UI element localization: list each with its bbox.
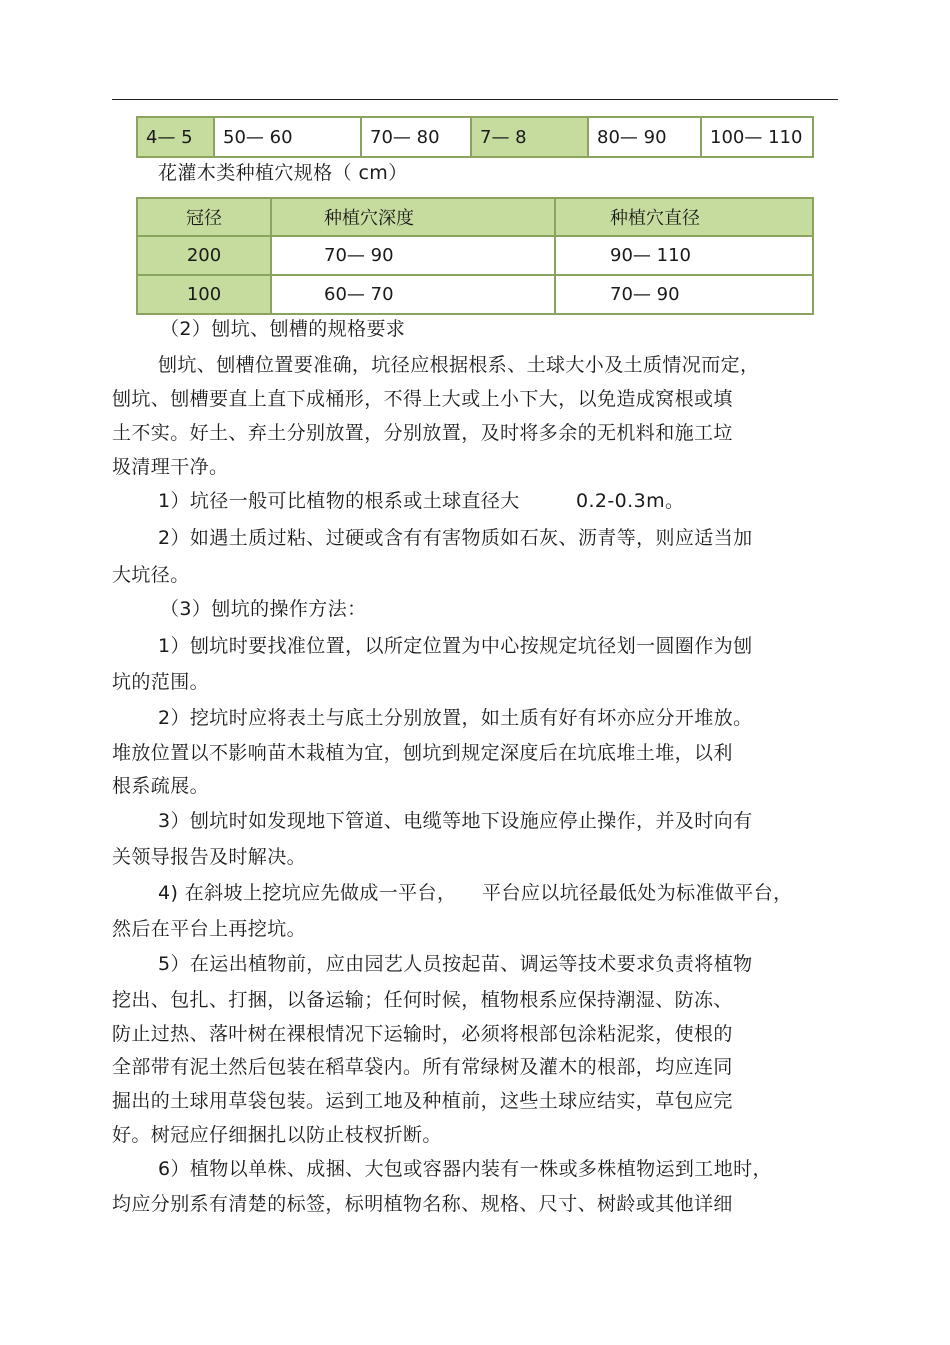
table-caption: 花灌木类种植穴规格（ cm） <box>158 162 408 184</box>
list-item: 2）挖坑时应将表土与底土分别放置，如土质有好有坏亦应分开堆放。 <box>158 707 753 729</box>
table-cell: 100— 110 <box>701 117 813 157</box>
column-header: 冠径 <box>137 198 271 236</box>
table-cell: 90— 110 <box>555 236 813 275</box>
section-heading: （2）刨坑、刨槽的规格要求 <box>160 318 406 340</box>
list-item-continuation: 好。树冠应仔细捆扎以防止枝杈折断。 <box>112 1124 442 1146</box>
table-header-row <box>137 198 813 236</box>
table-cell: 200 <box>137 236 271 275</box>
table-cell: 100 <box>137 275 271 314</box>
column-header: 种植穴深度 <box>271 198 555 236</box>
column-header: 种植穴直径 <box>555 198 813 236</box>
list-item: 1）坑径一般可比植物的根系或土球直径大 <box>158 490 520 512</box>
paragraph-line: 刨坑、刨槽要直上直下成桶形，不得上大或上小下大，以免造成窝根或填 <box>112 388 733 410</box>
table-cell: 4— 5 <box>137 117 214 157</box>
list-item: 2）如遇土质过粘、过硬或含有有害物质如石灰、沥青等，则应适当加 <box>158 527 753 549</box>
list-item: 5）在运出植物前，应由园艺人员按起苗、调运等技术要求负责将植物 <box>158 953 753 975</box>
header-rule <box>112 99 838 100</box>
list-item: 3）刨坑时如发现地下管道、电缆等地下设施应停止操作，并及时向有 <box>158 810 753 832</box>
list-item-continuation: 挖出、包扎、打捆，以备运输；任何时候，植物根系应保持潮湿、防冻、 <box>112 989 733 1011</box>
list-item-continuation: 然后在平台上再挖坑。 <box>112 918 307 940</box>
list-item-continuation: 堆放位置以不影响苗木栽植为宜，刨坑到规定深度后在坑底堆土堆，以利 <box>112 742 733 764</box>
table-row <box>137 275 813 314</box>
list-item-continuation: 全部带有泥土然后包装在稻草袋内。所有常绿树及灌木的根部，均应连同 <box>112 1056 733 1078</box>
table-cell: 70— 90 <box>271 236 555 275</box>
list-item: 4) 在斜坡上挖坑应先做成一平台， 平台应以坑径最低处为标准做平台， <box>158 882 793 904</box>
list-item-continuation: 大坑径。 <box>112 564 190 586</box>
table-cell: 60— 70 <box>271 275 555 314</box>
paragraph-line: 刨坑、刨槽位置要准确，坑径应根据根系、土球大小及土质情况而定， <box>158 354 760 376</box>
paragraph-line: 土不实。好土、弃土分别放置，分别放置，及时将多余的无机料和施工垃 <box>112 422 733 444</box>
table-cell: 50— 60 <box>214 117 361 157</box>
list-item: 6）植物以单株、成捆、大包或容器内装有一株或多株植物运到工地时， <box>158 1158 772 1180</box>
list-item-continuation: 防止过热、落叶树在裸根情况下运输时，必须将根部包涂粘泥浆，使根的 <box>112 1023 733 1045</box>
list-item-continuation: 根系疏展。 <box>112 775 210 797</box>
shrub-pit-spec-table <box>136 197 814 315</box>
list-item-continuation: 关领导报告及时解决。 <box>112 846 307 868</box>
table-cell: 7— 8 <box>471 117 588 157</box>
table-cell: 70— 90 <box>555 275 813 314</box>
pit-size-table-continued <box>136 116 814 158</box>
list-item-continuation: 均应分别系有清楚的标签，标明植物名称、规格、尺寸、树龄或其他详细 <box>112 1193 733 1215</box>
table-cell: 70— 80 <box>361 117 471 157</box>
list-item-continuation: 掘出的土球用草袋包装。运到工地及种植前，这些土球应结实，草包应完 <box>112 1090 733 1112</box>
list-item: 1）刨坑时要找准位置，以所定位置为中心按规定坑径划一圆圈作为刨 <box>158 635 753 657</box>
section-heading: （3）刨坑的操作方法： <box>160 598 367 620</box>
list-item-continuation: 坑的范围。 <box>112 671 210 693</box>
table-cell: 80— 90 <box>588 117 701 157</box>
pit-extra-value: 0.2-0.3m。 <box>576 490 685 512</box>
paragraph-line: 圾清理干净。 <box>112 456 229 478</box>
table-row <box>137 117 813 157</box>
table-row <box>137 236 813 275</box>
